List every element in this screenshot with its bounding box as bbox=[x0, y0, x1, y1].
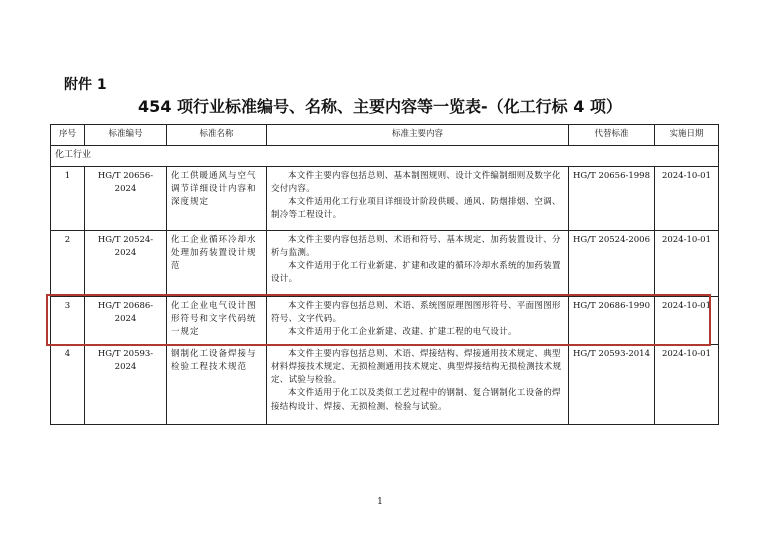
row-no: 2 bbox=[51, 230, 85, 296]
header-name: 标准名称 bbox=[167, 125, 267, 146]
row-code: HG/T 20524-2024 bbox=[85, 230, 167, 296]
content-paragraph: 本文件主要内容包括总则、术语和符号、基本规定、加药装置设计、分析与监测。 bbox=[271, 234, 561, 259]
category-row bbox=[51, 146, 719, 167]
row-replaces: HG/T 20686-1990 bbox=[569, 296, 655, 344]
row-content bbox=[267, 344, 569, 424]
row-code: HG/T 20656-2024 bbox=[85, 166, 167, 230]
row-content bbox=[267, 230, 569, 296]
table-row bbox=[51, 296, 719, 344]
row-date: 2024-10-01 bbox=[655, 296, 719, 344]
row-date: 2024-10-01 bbox=[655, 166, 719, 230]
content-paragraph: 本文件适用于化工行业新建、扩建和改建的循环冷却水系统的加药装置设计。 bbox=[271, 261, 561, 285]
row-no: 4 bbox=[51, 344, 85, 424]
attachment-label: 附件 1 bbox=[64, 77, 107, 93]
row-name: 化工企业电气设计图形符号和文字代码统一规定 bbox=[167, 296, 267, 344]
row-content bbox=[267, 166, 569, 230]
row-no: 3 bbox=[51, 296, 85, 344]
content-paragraph: 本文件适用于化工以及类似工艺过程中的钢制、复合钢制化工设备的焊接结构设计、焊接、无损检测、检验与试验。 bbox=[271, 388, 561, 412]
row-code: HG/T 20593-2024 bbox=[85, 344, 167, 424]
row-replaces: HG/T 20656-1998 bbox=[569, 166, 655, 230]
category-label: 化工行业 bbox=[51, 146, 719, 167]
header-code: 标准编号 bbox=[85, 125, 167, 146]
header-replaces: 代替标准 bbox=[569, 125, 655, 146]
row-name: 化工供暖通风与空气调节详细设计内容和深度规定 bbox=[167, 166, 267, 230]
header-content: 标准主要内容 bbox=[267, 125, 569, 146]
row-replaces: HG/T 20593-2014 bbox=[569, 344, 655, 424]
document-title: 454 项行业标准编号、名称、主要内容等一览表-（化工行标 4 项） bbox=[138, 97, 622, 116]
row-no: 1 bbox=[51, 166, 85, 230]
content-paragraph: 本文件适用化工行业项目详细设计阶段供暖、通风、防烟排烟、空调、制冷等工程设计。 bbox=[271, 197, 561, 221]
standards-table bbox=[50, 124, 719, 425]
row-date: 2024-10-01 bbox=[655, 344, 719, 424]
page-number: 1 bbox=[377, 497, 383, 507]
header-date: 实施日期 bbox=[655, 125, 719, 146]
table-row bbox=[51, 166, 719, 230]
content-paragraph: 本文件主要内容包括总则、术语、焊接结构、焊接通用技术规定、典型材料焊接技术规定、无损检测通用技术规定、典型焊接结构无损检测技术规定、试验与检验。 bbox=[271, 348, 562, 386]
row-replaces: HG/T 20524-2006 bbox=[569, 230, 655, 296]
row-code: HG/T 20686-2024 bbox=[85, 296, 167, 344]
table-row bbox=[51, 344, 719, 424]
content-paragraph: 本文件主要内容包括总则、术语、系统图原理图图形符号、平面图图形符号、文字代码。 bbox=[271, 300, 561, 325]
row-name: 钢制化工设备焊接与检验工程技术规范 bbox=[167, 344, 267, 424]
row-name: 化工企业循环冷却水处理加药装置设计规范 bbox=[167, 230, 267, 296]
content-paragraph: 本文件主要内容包括总则、基本制图规则、设计文件编制细则及数字化交付内容。 bbox=[271, 170, 561, 195]
header-no: 序号 bbox=[51, 125, 85, 146]
row-date: 2024-10-01 bbox=[655, 230, 719, 296]
row-content bbox=[267, 296, 569, 344]
content-paragraph: 本文件适用于化工企业新建、改建、扩建工程的电气设计。 bbox=[288, 327, 517, 338]
table-row bbox=[51, 230, 719, 296]
table-header-row bbox=[51, 125, 719, 146]
